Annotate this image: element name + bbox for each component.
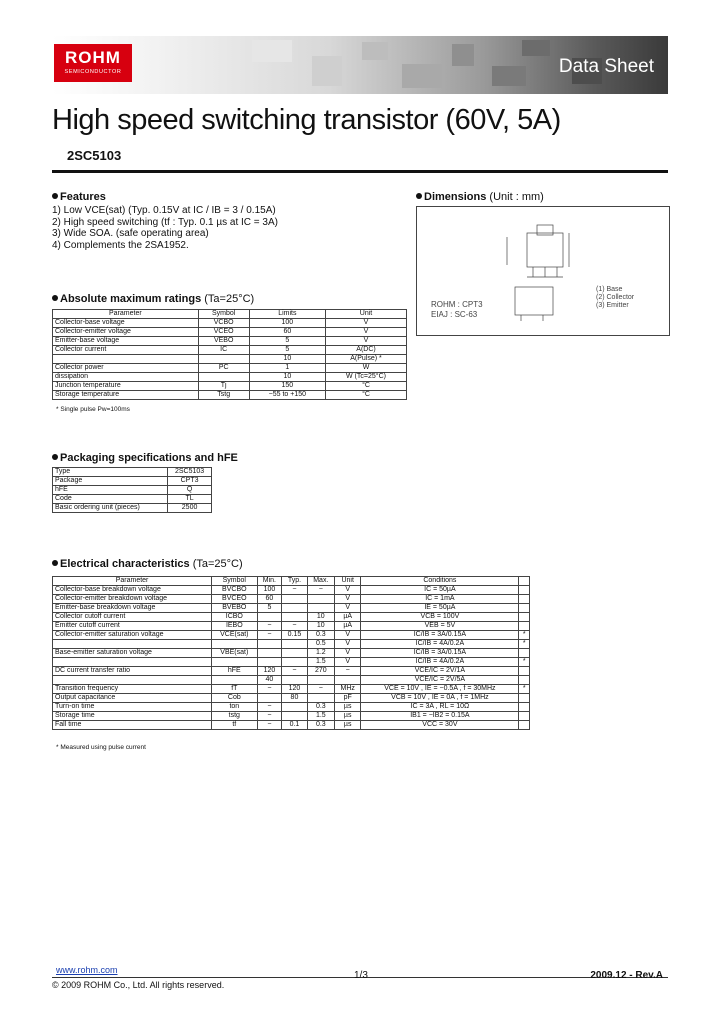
unit-cell: V <box>335 649 361 658</box>
unit-cell: V <box>326 319 407 328</box>
mark-cell <box>519 667 530 676</box>
table-row <box>53 685 530 694</box>
min-cell: 5 <box>257 604 282 613</box>
mark-cell <box>519 649 530 658</box>
unit-cell: µA <box>335 622 361 631</box>
table-row <box>53 694 530 703</box>
limits-cell: −55 to +150 <box>249 391 325 400</box>
unit-cell: µs <box>335 712 361 721</box>
conditions-cell: IC = 3A , RL = 10Ω <box>361 703 519 712</box>
pin-label: (1) Base <box>596 286 623 293</box>
max-cell <box>307 676 334 685</box>
conditions-cell: IC = 50µA <box>361 586 519 595</box>
limits-cell: 100 <box>249 319 325 328</box>
symbol-cell: Tj <box>198 382 249 391</box>
mark-cell <box>519 676 530 685</box>
table-row <box>53 328 407 337</box>
column-header: Symbol <box>198 310 249 319</box>
dimensions-heading: Dimensions (Unit : mm) <box>416 191 544 203</box>
param-cell: Collector-emitter saturation voltage <box>53 631 212 640</box>
table-row <box>53 382 407 391</box>
symbol-cell: VCE(sat) <box>212 631 257 640</box>
mark-cell <box>519 586 530 595</box>
conditions-cell: IC/IB = 4A/0.2A <box>361 640 519 649</box>
table-row <box>53 658 530 667</box>
abs-max-note: * Single pulse Pw=100ms <box>56 406 130 413</box>
typ-cell <box>282 703 307 712</box>
conditions-cell: VCE/IC = 2V/5A <box>361 676 519 685</box>
param-cell: Storage time <box>53 712 212 721</box>
bullet-icon <box>52 560 58 566</box>
min-cell: 60 <box>257 595 282 604</box>
column-header: Conditions <box>361 577 519 586</box>
table-row <box>53 613 530 622</box>
unit-cell: V <box>335 640 361 649</box>
param-cell: Collector power <box>53 364 199 373</box>
param-cell: Turn-on time <box>53 703 212 712</box>
param-cell: dissipation <box>53 373 199 382</box>
value-cell: 2SC5103 <box>168 468 212 477</box>
column-header: Parameter <box>53 577 212 586</box>
param-cell: Collector cutoff current <box>53 613 212 622</box>
max-cell: 10 <box>307 613 334 622</box>
param-cell: Collector-emitter voltage <box>53 328 199 337</box>
min-cell: − <box>257 721 282 730</box>
unit-cell: pF <box>335 694 361 703</box>
param-cell: Collector-base voltage <box>53 319 199 328</box>
typ-cell: − <box>282 586 307 595</box>
table-row <box>53 337 407 346</box>
features-heading: Features <box>52 191 106 203</box>
label-cell: Type <box>53 468 168 477</box>
value-cell: 2500 <box>168 504 212 513</box>
table-header-row <box>53 310 407 319</box>
conditions-cell: IC/IB = 4A/0.2A <box>361 658 519 667</box>
max-cell: 0.5 <box>307 640 334 649</box>
table-row <box>53 667 530 676</box>
symbol-cell: fT <box>212 685 257 694</box>
typ-cell <box>282 712 307 721</box>
table-row <box>53 676 530 685</box>
title-rule <box>52 170 668 173</box>
min-cell: − <box>257 622 282 631</box>
conditions-cell: IC/IB = 3A/0.15A <box>361 631 519 640</box>
mark-cell: * <box>519 640 530 649</box>
limits-cell: 1 <box>249 364 325 373</box>
label-cell: hFE <box>53 486 168 495</box>
rohm-logo <box>54 44 132 82</box>
mark-cell <box>519 694 530 703</box>
symbol-cell: BVEBO <box>212 604 257 613</box>
limits-cell: 10 <box>249 373 325 382</box>
table-row <box>53 495 212 504</box>
typ-cell <box>282 613 307 622</box>
column-header: Parameter <box>53 310 199 319</box>
conditions-cell: VCC = 30V <box>361 721 519 730</box>
param-cell: Output capacitance <box>53 694 212 703</box>
param-cell <box>53 658 212 667</box>
max-cell: − <box>307 685 334 694</box>
features-list <box>52 205 278 251</box>
mark-cell: * <box>519 631 530 640</box>
column-header: Max. <box>307 577 334 586</box>
bullet-icon <box>52 295 58 301</box>
packaging-table <box>52 467 212 513</box>
table-row <box>53 355 407 364</box>
limits-cell: 5 <box>249 337 325 346</box>
param-cell: Transition frequency <box>53 685 212 694</box>
typ-cell: 0.1 <box>282 721 307 730</box>
mark-cell <box>519 604 530 613</box>
conditions-cell: IC = 1mA <box>361 595 519 604</box>
pin-label: (3) Emitter <box>596 302 629 309</box>
table-row <box>53 319 407 328</box>
table-row <box>53 346 407 355</box>
mark-cell <box>519 703 530 712</box>
max-cell <box>307 694 334 703</box>
symbol-cell: PC <box>198 364 249 373</box>
table-row <box>53 373 407 382</box>
param-cell: Base-emitter saturation voltage <box>53 649 212 658</box>
table-row <box>53 604 530 613</box>
conditions-cell: VCE/IC = 2V/1A <box>361 667 519 676</box>
max-cell: 1.5 <box>307 712 334 721</box>
table-row <box>53 595 530 604</box>
typ-cell <box>282 658 307 667</box>
unit-cell: A(Pulse) * <box>326 355 407 364</box>
limits-cell: 10 <box>249 355 325 364</box>
part-number: 2SC5103 <box>67 148 122 163</box>
symbol-cell: Tstg <box>198 391 249 400</box>
conditions-cell: VCB = 100V <box>361 613 519 622</box>
typ-cell: 0.15 <box>282 631 307 640</box>
conditions-cell: IE = 50µA <box>361 604 519 613</box>
min-cell: − <box>257 685 282 694</box>
symbol-cell: hFE <box>212 667 257 676</box>
symbol-cell: BVCEO <box>212 595 257 604</box>
package-line: EIAJ : SC-63 <box>431 310 478 319</box>
symbol-cell: VCEO <box>198 328 249 337</box>
date-revision: 2009.12 - Rev.A <box>590 970 663 981</box>
max-cell: 1.5 <box>307 658 334 667</box>
min-cell: 40 <box>257 676 282 685</box>
min-cell: − <box>257 703 282 712</box>
unit-cell: µs <box>335 703 361 712</box>
param-cell: Emitter cutoff current <box>53 622 212 631</box>
unit-cell: µA <box>335 613 361 622</box>
mark-cell <box>519 622 530 631</box>
doc-type: Data Sheet <box>558 56 654 77</box>
typ-cell <box>282 676 307 685</box>
column-header: Unit <box>326 310 407 319</box>
table-row <box>53 477 212 486</box>
table-row <box>53 622 530 631</box>
website-link[interactable]: www.rohm.com <box>56 965 118 975</box>
limits-cell: 60 <box>249 328 325 337</box>
unit-cell: MHz <box>335 685 361 694</box>
unit-cell: °C <box>326 382 407 391</box>
min-cell <box>257 658 282 667</box>
mark-cell: * <box>519 658 530 667</box>
max-cell <box>307 604 334 613</box>
value-cell: Q <box>168 486 212 495</box>
table-row <box>53 712 530 721</box>
max-cell: 270 <box>307 667 334 676</box>
param-cell <box>53 355 199 364</box>
max-cell <box>307 595 334 604</box>
bullet-icon <box>416 193 422 199</box>
symbol-cell <box>198 373 249 382</box>
symbol-cell: VCBO <box>198 319 249 328</box>
pin-list <box>596 286 634 310</box>
unit-cell: W <box>326 364 407 373</box>
label-cell: Package <box>53 477 168 486</box>
conditions-cell: IB1 = −IB2 = 0.15A <box>361 712 519 721</box>
symbol-cell: tstg <box>212 712 257 721</box>
feature-item: 4) Complements the 2SA1952. <box>52 239 189 251</box>
symbol-cell <box>212 676 257 685</box>
elec-table <box>52 576 530 730</box>
column-header: Min. <box>257 577 282 586</box>
conditions-cell: VCE = 10V , IE = −0.5A , f = 30MHz <box>361 685 519 694</box>
typ-cell <box>282 649 307 658</box>
param-cell: Junction temperature <box>53 382 199 391</box>
page-title: High speed switching transistor (60V, 5A) <box>52 104 561 136</box>
bullet-icon <box>52 454 58 460</box>
conditions-cell: IC/IB = 3A/0.15A <box>361 649 519 658</box>
unit-cell: °C <box>326 391 407 400</box>
max-cell: 0.3 <box>307 721 334 730</box>
param-cell: Collector-emitter breakdown voltage <box>53 595 212 604</box>
table-row <box>53 631 530 640</box>
feature-item: 3) Wide SOA. (safe operating area) <box>52 228 209 239</box>
mark-cell <box>519 712 530 721</box>
max-cell: 1.2 <box>307 649 334 658</box>
unit-cell: V <box>335 586 361 595</box>
table-row <box>53 586 530 595</box>
unit-cell: µs <box>335 721 361 730</box>
mark-cell <box>519 613 530 622</box>
min-cell: 120 <box>257 667 282 676</box>
table-row <box>53 721 530 730</box>
elec-note: * Measured using pulse current <box>56 744 146 751</box>
min-cell <box>257 694 282 703</box>
min-cell <box>257 640 282 649</box>
typ-cell <box>282 640 307 649</box>
param-cell: Collector-base breakdown voltage <box>53 586 212 595</box>
packaging-heading: Packaging specifications and hFE <box>52 452 238 464</box>
param-cell: Emitter-base breakdown voltage <box>53 604 212 613</box>
min-cell: − <box>257 712 282 721</box>
table-header-row <box>53 577 530 586</box>
unit-cell: V <box>326 328 407 337</box>
table-row <box>53 504 212 513</box>
label-cell: Code <box>53 495 168 504</box>
conditions-cell: VEB = 5V <box>361 622 519 631</box>
pin-label: (2) Collector <box>596 294 635 301</box>
typ-cell: 120 <box>282 685 307 694</box>
typ-cell: 80 <box>282 694 307 703</box>
label-cell: Basic ordering unit (pieces) <box>53 504 168 513</box>
column-header: Limits <box>249 310 325 319</box>
limits-cell: 5 <box>249 346 325 355</box>
value-cell: TL <box>168 495 212 504</box>
max-cell: − <box>307 586 334 595</box>
logo-main: ROHM <box>65 48 121 67</box>
feature-item: 1) Low VCE(sat) (Typ. 0.15V at IC / IB = 3 / 0.15A) <box>52 205 276 216</box>
symbol-cell: tf <box>212 721 257 730</box>
symbol-cell: IEBO <box>212 622 257 631</box>
symbol-cell: Cob <box>212 694 257 703</box>
table-row <box>53 364 407 373</box>
min-cell <box>257 649 282 658</box>
param-cell <box>53 676 212 685</box>
value-cell: CPT3 <box>168 477 212 486</box>
column-header: Typ. <box>282 577 307 586</box>
symbol-cell: ICBO <box>212 613 257 622</box>
symbol-cell: VBE(sat) <box>212 649 257 658</box>
package-line: ROHM : CPT3 <box>431 300 483 309</box>
param-cell: Storage temperature <box>53 391 199 400</box>
table-row <box>53 391 407 400</box>
column-header: Unit <box>335 577 361 586</box>
unit-cell: V <box>326 337 407 346</box>
conditions-cell: VCB = 10V , IE = 0A , f = 1MHz <box>361 694 519 703</box>
column-header: Symbol <box>212 577 257 586</box>
page-number: 1/3 <box>354 970 368 981</box>
table-row <box>53 486 212 495</box>
param-cell <box>53 640 212 649</box>
table-row <box>53 640 530 649</box>
max-cell: 0.3 <box>307 631 334 640</box>
param-cell: Fall time <box>53 721 212 730</box>
typ-cell <box>282 595 307 604</box>
elec-heading: Electrical characteristics (Ta=25°C) <box>52 558 243 570</box>
mark-cell <box>519 595 530 604</box>
logo-sub: SEMICONDUCTOR <box>64 69 122 75</box>
limits-cell: 150 <box>249 382 325 391</box>
mark-cell: * <box>519 685 530 694</box>
unit-cell: V <box>335 658 361 667</box>
package-info <box>431 300 483 320</box>
symbol-cell <box>212 640 257 649</box>
mark-cell <box>519 721 530 730</box>
param-cell: Collector current <box>53 346 199 355</box>
table-row <box>53 468 212 477</box>
typ-cell: − <box>282 622 307 631</box>
min-cell <box>257 613 282 622</box>
column-header <box>519 577 530 586</box>
symbol-cell: ton <box>212 703 257 712</box>
typ-cell <box>282 604 307 613</box>
unit-cell: V <box>335 595 361 604</box>
table-row <box>53 649 530 658</box>
unit-cell: W (Tc=25°C) <box>326 373 407 382</box>
table-row <box>53 703 530 712</box>
min-cell: 100 <box>257 586 282 595</box>
max-cell: 10 <box>307 622 334 631</box>
min-cell: − <box>257 631 282 640</box>
bullet-icon <box>52 193 58 199</box>
symbol-cell: IC <box>198 346 249 355</box>
unit-cell: − <box>335 667 361 676</box>
typ-cell: − <box>282 667 307 676</box>
unit-cell: V <box>335 604 361 613</box>
symbol-cell: BVCBO <box>212 586 257 595</box>
feature-item: 2) High speed switching (tf : Typ. 0.1 µs at IC = 3A) <box>52 216 278 228</box>
max-cell: 0.3 <box>307 703 334 712</box>
unit-cell <box>335 676 361 685</box>
symbol-cell: VEBO <box>198 337 249 346</box>
unit-cell: A(DC) <box>326 346 407 355</box>
symbol-cell <box>198 355 249 364</box>
param-cell: DC current transfer ratio <box>53 667 212 676</box>
abs-max-table <box>52 309 407 400</box>
param-cell: Emitter-base voltage <box>53 337 199 346</box>
unit-cell: V <box>335 631 361 640</box>
symbol-cell <box>212 658 257 667</box>
copyright: © 2009 ROHM Co., Ltd. All rights reserved. <box>52 980 225 990</box>
abs-max-heading: Absolute maximum ratings (Ta=25°C) <box>52 293 254 305</box>
